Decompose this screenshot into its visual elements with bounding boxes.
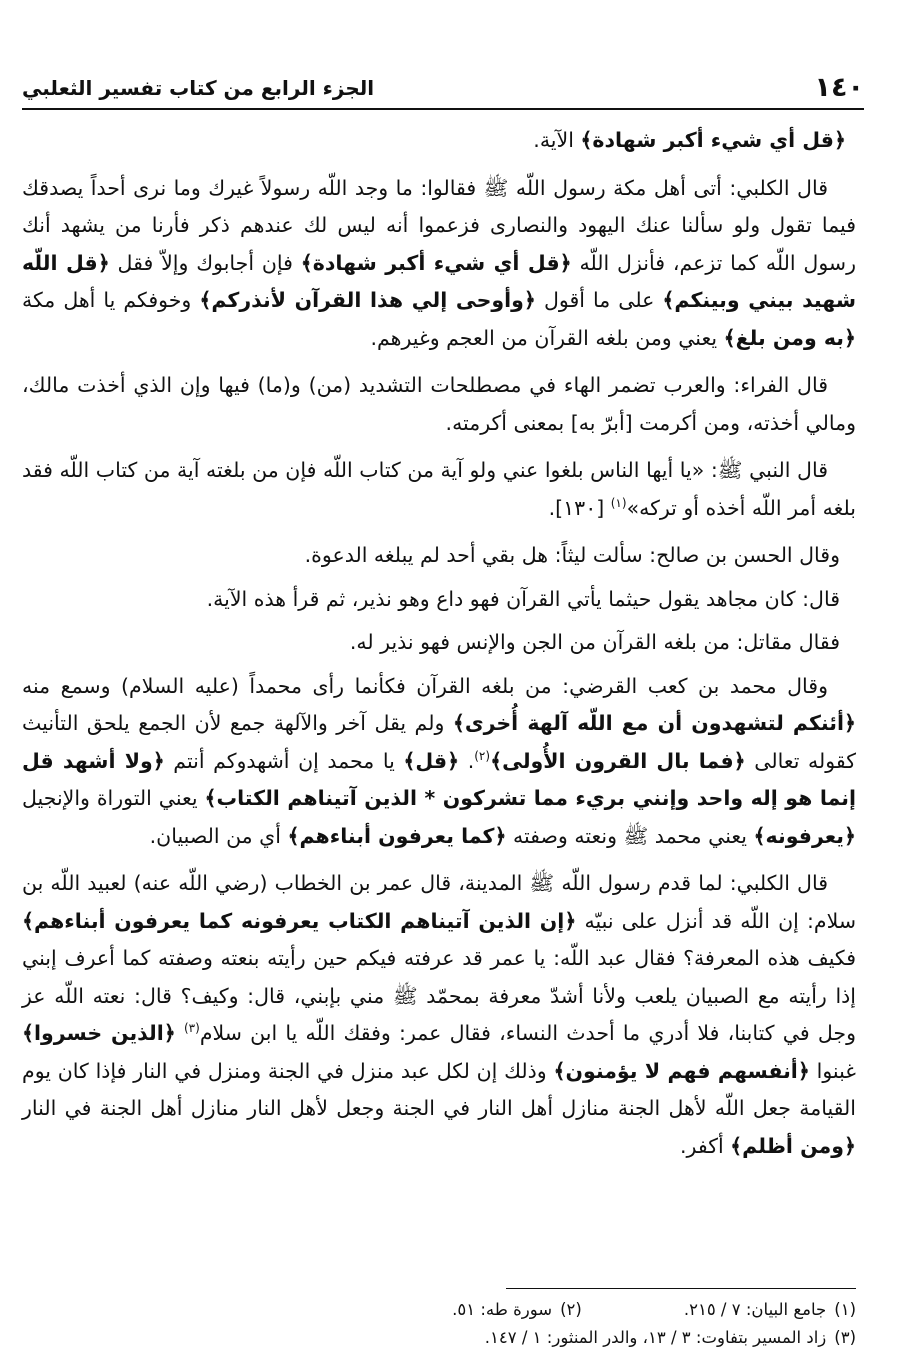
quran-verse: ﴿قل أي شيء أكبر شهادة﴾ [580, 128, 846, 152]
quran-verse: ﴿فما بال القرون الأُولى﴾ [490, 748, 746, 773]
paragraph-text: فقال مقاتل: من بلغه القرآن من الجن والإنس فهو نذير له. [349, 630, 840, 654]
footnote-item [684, 1296, 856, 1324]
footnote-item [485, 1324, 856, 1352]
paragraph-4 [22, 452, 856, 527]
quran-verse: ﴿وأوحى إلي هذا القرآن لأنذركم﴾ [199, 288, 536, 312]
quran-verse: ﴿الذين خسروا﴾ [22, 1021, 176, 1045]
footnote-item [452, 1296, 582, 1324]
paragraph-text: . [459, 748, 475, 773]
paragraph-text: أي من الصبيان. [149, 823, 288, 848]
quran-verse: ﴿ولا أشهد قل إنما هو إله واحد وإنني بريء مما تشركون * الذين آتيناهم الكتاب﴾ [22, 748, 856, 810]
paragraph-3 [22, 367, 856, 442]
paragraph-text: قال النبي ﷺ: «يا أيها الناس بلغوا عني ولو آية من كتاب اللّه فإن من بلغته آية من كتاب اللّه فقد بلغه أمر اللّه أخذه أو تركه» [22, 458, 856, 520]
footnote-number: (١) [834, 1300, 856, 1319]
paragraph-text: فإن أجابوك وإلاّ فقل [109, 250, 301, 275]
paragraph-text: وذلك إن لكل عبد منزل في الجنة ومنزل في النار فإذا كان يوم القيامة جعل اللّه لأهل الجنة منازل أهل النار في الجنة وجعل لأهل النار منازل أهل الجنة في النار [22, 1058, 856, 1120]
quran-verse: ﴿كما يعرفون أبناءهم﴾ [287, 823, 507, 848]
footnote-text: جامع البيان: ٧ / ٢١٥. [683, 1300, 827, 1319]
paragraph-9 [22, 865, 856, 1165]
footnote-row [22, 1296, 856, 1324]
footnote-text: سورة طه: ٥١. [452, 1300, 553, 1319]
paragraph-text: ولم يقل آخر والآلهة جمع لأن الجمع يلحق التأنيث كقوله تعالى [22, 711, 856, 773]
quran-verse: ﴿به ومن بلغ﴾ [723, 325, 856, 350]
paragraph-2 [22, 170, 856, 358]
quran-verse: ﴿أنفسهم فهم لا يؤمنون﴾ [553, 1058, 810, 1083]
footnote-text: زاد المسير بتفاوت: ٣ / ١٣، والدر المنثور: ١ / ١٤٧. [484, 1328, 827, 1347]
paragraph-7 [22, 624, 856, 662]
paragraph-text: يعني التوراة والإنجيل [22, 786, 205, 810]
footnote-spacer [598, 1296, 668, 1324]
paragraph-5 [22, 537, 856, 575]
paragraph-text: يعني محمد ﷺ ونعته وصفته [506, 823, 754, 848]
paragraph-1 [22, 122, 856, 160]
quran-verse: ﴿أئنكم لتشهدون أن مع اللّه آلهة أُخرى﴾ [452, 711, 856, 735]
footnote-number: (٣) [834, 1328, 856, 1347]
paragraph-8 [22, 668, 856, 856]
paragraph-text: قال الفراء: والعرب تضمر الهاء في مصطلحات التشديد (من) و(ما) فيها وإن الذي أخذت مالك، ومالي أخذته، ومن أكرمت [أبرّ به] بمعنى أكرمته. [22, 373, 856, 435]
paragraph-text: قال الكلبي: لما قدم رسول اللّه ﷺ المدينة، قال عمر بن الخطاب (رضي اللّه عنه) لعبيد اللّه بن سلام: إن اللّه قد أنزل على نبيّه [22, 871, 856, 933]
paragraph-text: قال الكلبي: أتى أهل مكة رسول اللّه ﷺ فقالوا: ما وجد اللّه رسولاً غيرك وما نرى أحداً يصدقك فيما تقول ولو سألنا عنك اليهود والنصارى فزعموا أنه ليس لك عندهم ذكر فأرنا من يشهد أنك رسول اللّه كما تزعم، فأنزل اللّه [22, 175, 856, 275]
paragraph-text: وقال الحسن بن صالح: سألت ليثاً: هل بقي أحد لم يبلغه الدعوة. [304, 543, 840, 567]
footnote-divider [506, 1288, 856, 1289]
page-body [22, 122, 856, 1175]
paragraph-text: غبنوا [809, 1058, 857, 1083]
paragraph-text: [١٣٠]. [548, 495, 611, 520]
quran-verse: ﴿قل﴾ [403, 748, 460, 773]
paragraph-text: وخوفكم يا أهل مكة [22, 288, 200, 312]
page-number: ١٤٠ [814, 72, 864, 103]
footnote-number: (٢) [560, 1300, 582, 1319]
running-title: الجزء الرابع من كتاب تفسير الثعلبي [22, 76, 375, 100]
footnote-marker[interactable]: (٣) [183, 1021, 200, 1036]
page-header [22, 68, 864, 110]
footnote-row [22, 1324, 856, 1352]
quran-verse: ﴿قل أي شيء أكبر شهادة﴾ [300, 250, 572, 275]
paragraph-text: الآية. [533, 128, 581, 152]
paragraph-text: يعني ومن بلغه القرآن من العجم وغيرهم. [370, 325, 724, 350]
footnote-marker[interactable]: (٢) [474, 748, 491, 763]
paragraph-text: وقال محمد بن كعب القرضي: من بلغه القرآن فكأنما رأى محمداً (عليه السلام) وسمع منه [22, 673, 828, 698]
footnotes [22, 1296, 856, 1352]
paragraph-text: على ما أقول [535, 288, 663, 312]
footnote-marker[interactable]: (١) [610, 495, 627, 510]
quran-verse: ﴿إن الذين آتيناهم الكتاب يعرفونه كما يعرفون أبناءهم﴾ [22, 908, 577, 933]
paragraph-text [176, 1021, 184, 1045]
quran-verse: ﴿يعرفونه﴾ [753, 823, 856, 848]
paragraph-text: أكفر. [680, 1133, 731, 1158]
paragraph-text: يا محمد إن أشهدوكم أنتم [164, 748, 404, 773]
paragraph-text: فكيف هذه المعرفة؟ فقال عبد اللّه: يا عمر قد عرفته فيكم حين رأيته بنعته وصفته كما أعرف إبني إذا رأيته مع الصبيان يلعب ولأنا أشدّ معرفة بمحمّد ﷺ مني بإبني، قال: وكيف؟ قال: نعته اللّه عز وجل في كتابنا، فلا أدري ما أحدث النساء، فقال عمر: وفقك اللّه يا ابن سلام [22, 946, 856, 1045]
paragraph-text: قال: كان مجاهد يقول حيثما يأتي القرآن فهو داع وهو نذير، ثم قرأ هذه الآية. [206, 586, 840, 611]
paragraph-6 [22, 581, 856, 619]
quran-verse: ﴿ومن أظلم﴾ [730, 1133, 856, 1158]
quran-verse: ﴿قل اللّه شهيد بيني وبينكم﴾ [22, 250, 856, 312]
